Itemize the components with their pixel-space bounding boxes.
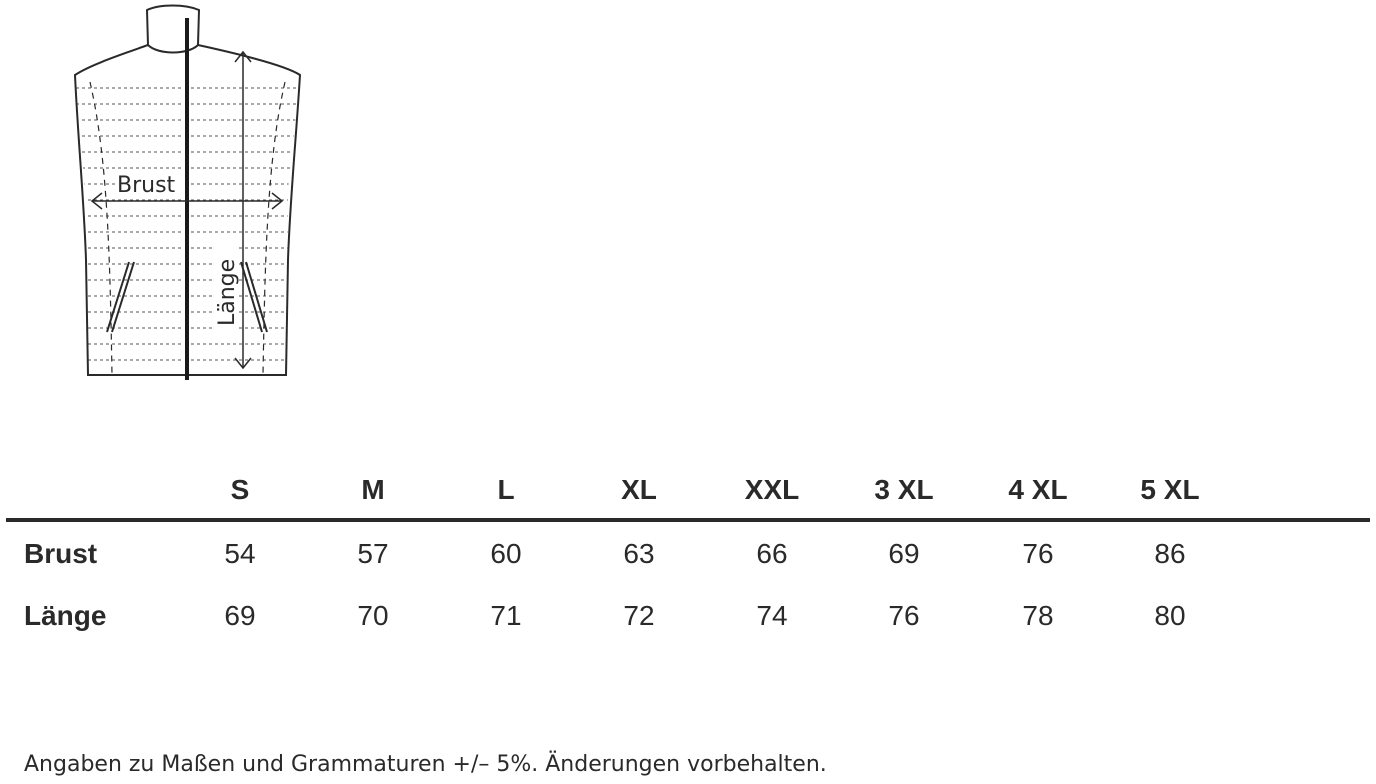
table-cell: 54 xyxy=(224,538,256,569)
laenge-diagram-label: Länge xyxy=(215,258,240,326)
table-cell: 72 xyxy=(623,600,655,631)
table-cell: 86 xyxy=(1154,538,1186,569)
size-table xyxy=(6,470,1370,646)
size-data-rows xyxy=(6,522,1370,646)
right-pocket xyxy=(241,262,267,332)
table-cell: 66 xyxy=(756,538,788,569)
table-cell: 80 xyxy=(1154,600,1186,631)
size-header: L xyxy=(497,474,515,505)
vest-collar xyxy=(147,6,199,53)
left-seam xyxy=(90,82,112,375)
table-cell: 70 xyxy=(357,600,389,631)
table-cell: 63 xyxy=(623,538,655,569)
size-header-row xyxy=(6,470,1370,522)
size-header: S xyxy=(230,474,250,505)
size-header: 3 XL xyxy=(874,474,934,505)
table-cell: 71 xyxy=(490,600,522,631)
table-cell: 69 xyxy=(888,538,920,569)
footnote: Angaben zu Maßen und Grammaturen +/– 5%. Änderungen vorbehalten. xyxy=(24,752,827,777)
size-header: XXL xyxy=(744,474,800,505)
table-row xyxy=(6,584,1370,646)
quilting-lines xyxy=(70,88,310,360)
table-cell: 76 xyxy=(888,600,920,631)
brust-diagram-label: Brust xyxy=(117,173,176,198)
table-cell: 74 xyxy=(756,600,788,631)
size-header: 5 XL xyxy=(1140,474,1200,505)
size-header: M xyxy=(361,474,385,505)
table-cell: 60 xyxy=(490,538,522,569)
table-cell: 78 xyxy=(1022,600,1054,631)
vest-svg xyxy=(60,0,320,390)
table-cell: 57 xyxy=(357,538,389,569)
table-cell: 76 xyxy=(1022,538,1054,569)
size-header: 4 XL xyxy=(1008,474,1068,505)
table-row xyxy=(6,522,1370,584)
left-pocket xyxy=(107,262,134,332)
table-cell: 69 xyxy=(224,600,256,631)
size-header: XL xyxy=(621,474,657,505)
row-label: Brust xyxy=(24,538,98,569)
row-label: Länge xyxy=(24,600,107,631)
vest-illustration xyxy=(60,0,320,390)
